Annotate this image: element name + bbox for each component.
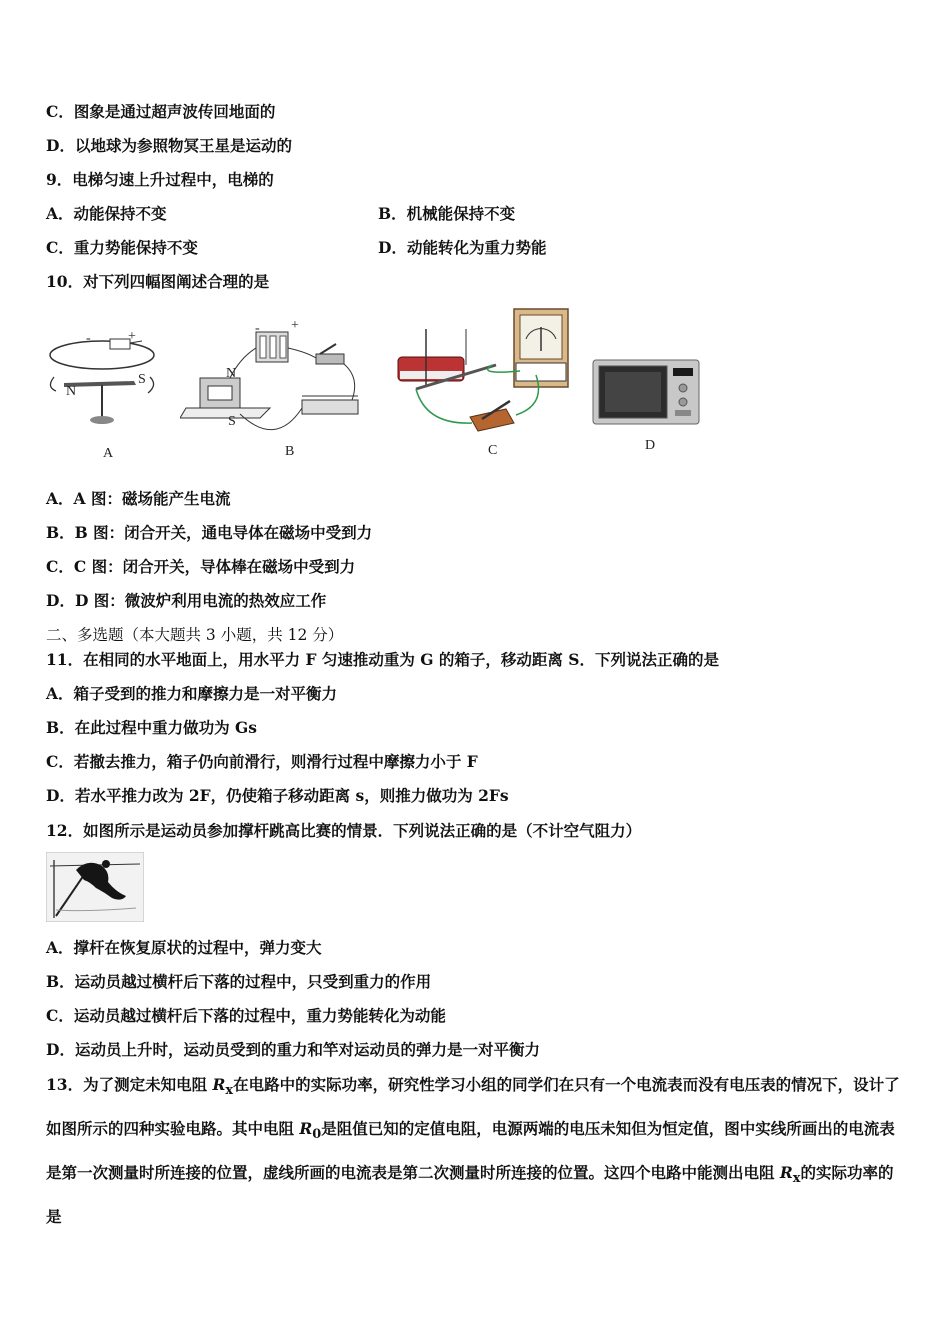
q10-option-a: A．A 图：磁场能产生电流: [46, 489, 231, 508]
fig-b-n-label: N: [226, 366, 237, 381]
figure-b-label: B: [285, 444, 295, 459]
q13-stem: 13．为了测定未知电阻 $R_x$在电路中的实际功率，研究性学习小组的同学们在只有一个电流表而没有电压表的情况下，设计了如图所示的四种实验电路。其中电阻 $R_0$是阻值已知的定值电阻，电源两端的电压未知但为恒定值，图中实线所画出的电流表是第一次测量时所连接的位置，虚线所画的电流表是第二次测量时所连接的位置。这四个电路中能测出电阻 $R_x$的实际功率的是: [46, 1075, 900, 1227]
q10-option-b: B．B 图：闭合开关，通电导体在磁场中受到力: [46, 523, 373, 542]
figure-b-motor-circuit: [180, 318, 370, 438]
fig-b-minus-label: -: [255, 321, 260, 336]
q8-option-d: D．以地球为参照物冥王星是运动的: [46, 136, 292, 155]
rx-subscript: x: [225, 1083, 234, 1099]
fig-b-plus-label: +: [291, 318, 299, 333]
pole-vault-image: [46, 852, 144, 922]
figure-c-galvanometer-circuit: [396, 305, 576, 435]
q9-stem: 9．电梯匀速上升过程中，电梯的: [46, 170, 274, 189]
q12-option-c: C．运动员越过横杆后下落的过程中，重力势能转化为动能: [46, 1006, 446, 1025]
q11-option-a: A．箱子受到的推力和摩擦力是一对平衡力: [46, 684, 338, 703]
fig-a-s-label: S: [138, 372, 146, 387]
q12-option-a: A．撑杆在恢复原状的过程中，弹力变大: [46, 938, 322, 957]
q12-stem: 12．如图所示是运动员参加撑杆跳高比赛的情景．下列说法正确的是（不计空气阻力）: [46, 821, 642, 840]
q11-option-c: C．若撤去推力，箱子仍向前滑行，则滑行过程中摩擦力小于 F: [46, 752, 478, 771]
q10-option-d: D．D 图：微波炉利用电流的热效应工作: [46, 591, 327, 610]
q10-option-c: C．C 图：闭合开关，导体棒在磁场中受到力: [46, 557, 356, 576]
q9-option-a: A．动能保持不变: [46, 204, 167, 223]
fig-a-n-label: N: [66, 384, 77, 399]
figure-c-label: C: [488, 443, 498, 458]
q11-stem: 11．在相同的水平地面上，用水平力 F 匀速推动重为 G 的箱子，移动距离 S．下列说法正确的是: [46, 650, 719, 669]
fig-a-minus-label: -: [86, 331, 91, 346]
figure-a-label: A: [103, 446, 114, 461]
q12-option-d: D．运动员上升时，运动员受到的重力和竿对运动员的弹力是一对平衡力: [46, 1040, 540, 1059]
q9-option-c: C．重力势能保持不变: [46, 238, 198, 257]
q9-option-d: D．动能转化为重力势能: [378, 238, 547, 257]
r0-subscript: 0: [312, 1127, 322, 1143]
rx-symbol: R: [212, 1075, 226, 1094]
figure-d-label: D: [645, 438, 656, 453]
q9-option-b: B．机械能保持不变: [378, 204, 516, 223]
fig-b-s-label: S: [228, 414, 236, 429]
figure-d-microwave-oven: [591, 358, 701, 428]
r0-symbol: R: [299, 1119, 313, 1139]
q11-option-b: B．在此过程中重力做功为 Gs: [46, 718, 257, 737]
figure-a-compass-wire: [44, 325, 164, 435]
q11-option-d: D．若水平推力改为 2F，仍使箱子移动距离 s，则推力做功为 2Fs: [46, 786, 509, 805]
rx-subscript-2: x: [792, 1171, 801, 1187]
q12-option-b: B．运动员越过横杆后下落的过程中，只受到重力的作用: [46, 972, 432, 991]
q8-option-c: C．图象是通过超声波传回地面的: [46, 102, 276, 121]
fig-a-plus-label: +: [128, 329, 136, 344]
section-heading-multiple-choice: 二、多选题（本大题共 3 小题，共 12 分）: [46, 626, 344, 644]
rx-symbol-2: R: [779, 1163, 793, 1183]
q10-stem: 10．对下列四幅图阐述合理的是: [46, 272, 270, 291]
